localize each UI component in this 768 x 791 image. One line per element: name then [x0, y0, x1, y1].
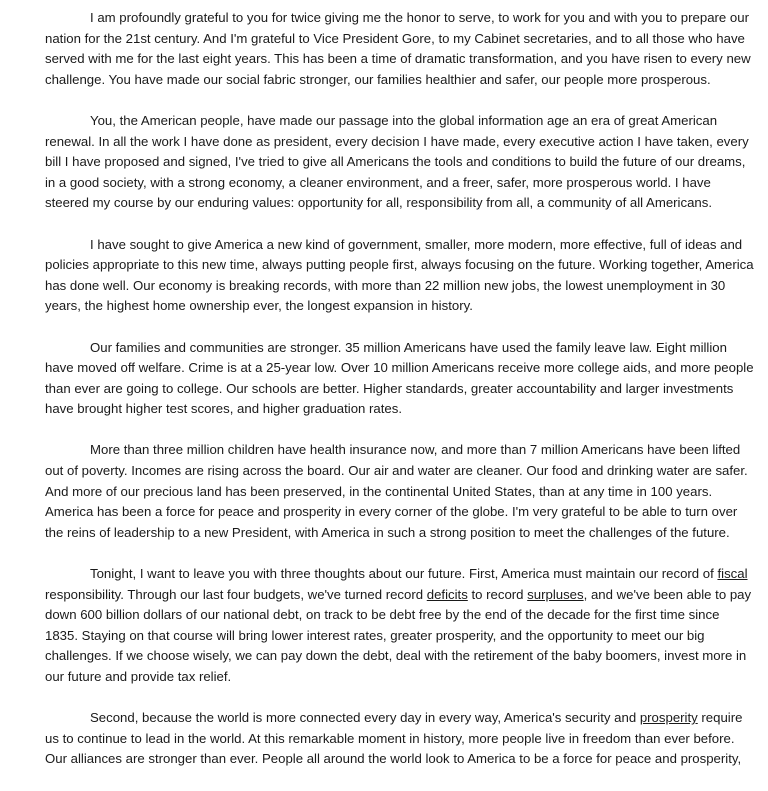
- paragraph-1: I am profoundly grateful to you for twice giving me the honor to serve, to work for you and with you to prepare our nation for the 21st century. And I'm grateful to Vice President Gore, to my Cabinet secretaries, and to all those who have served with me for the last eight years. This has been a time of dramatic transformation, and you have risen to every new challenge. You have made our social fabric stronger, our families healthier and safer, our people more prosperous.: [45, 10, 751, 87]
- paragraph-7-text-1: Second, because the world is more connected every day in every way, America's security and: [90, 710, 640, 726]
- underlined-word-surpluses: surpluses: [527, 586, 584, 602]
- paragraph-4: Our families and communities are stronger. 35 million Americans have used the family leave law. Eight million have moved off welfare. Crime is at a 25-year low. Over 10 million Americans receive more college aids, and more people than ever are going to college. Our schools are better. Higher standards, greater accountability and larger investments have brought higher test scores, and higher graduation rates.: [45, 339, 754, 417]
- underlined-word-fiscal: fiscal: [717, 566, 748, 582]
- paragraph-3: I have sought to give America a new kind of government, smaller, more modern, more effective, full of ideas and policies appropriate to this new time, always putting people first, always focusing on the future. Working together, America has done well. Our economy is breaking records, with more than 22 million new jobs, the lowest unemployment in 30 years, the highest home ownership ever, the longest expansion in history.: [45, 236, 754, 314]
- paragraph-6-text-1: Tonight, I want to leave you with three thoughts about our future. First, America must maintain our record of: [90, 566, 718, 582]
- paragraph-7: [45, 708, 755, 770]
- paragraph-2: You, the American people, have made our passage into the global information age an era of great American renewal. In all the work I have done as president, every decision I have made, every executive action I have taken, every bill I have proposed and signed, I've tried to give all Americans the tools and conditions to build the future of our dreams, in a good society, with a strong economy, a cleaner environment, and a freer, safer, more prosperous world. I have steered my course by our enduring values: opportunity for all, responsibility from all, a community of all Americans.: [45, 112, 749, 211]
- paragraph-6: [45, 564, 755, 688]
- paragraph-6-text-2: responsibility. Through our last four budgets, we've turned record: [45, 586, 427, 602]
- underlined-word-prosperity: prosperity: [639, 710, 698, 726]
- underlined-word-deficits: deficits: [426, 586, 468, 602]
- paragraph-7-text-2: require us to continue to lead in the world. At this remarkable moment in history, more people live in freedom than ever before. Our alliances are stronger than ever. People all around the world look to America to be a force for peace and prosperity,: [45, 710, 743, 767]
- paragraph-6-text-3: to record: [467, 586, 528, 602]
- document-page: [45, 8, 755, 791]
- paragraph-6-text-4: , and we've been able to pay down 600 billion dollars of our national debt, on track to be debt free by the end of the decade for the first time since 1835. Staying on that course will bring lower interest rates, greater prosperity, and the opportunity to meet our big challenges. If we choose wisely, we can pay down the debt, deal with the retirement of the baby boomers, invest more in our future and provide tax relief.: [45, 586, 752, 684]
- paragraph-5: More than three million children have health insurance now, and more than 7 million Americans have been lifted out of poverty. Incomes are rising across the board. Our air and water are cleaner. Our food and drinking water are safer. And more of our precious land has been preserved, in the continental United States, than at any time in 100 years. America has been a force for peace and prosperity in every corner of the globe. I'm very grateful to be able to turn over the reins of leadership to a new President, with America in such a strong position to meet the challenges of the future.: [45, 442, 748, 540]
